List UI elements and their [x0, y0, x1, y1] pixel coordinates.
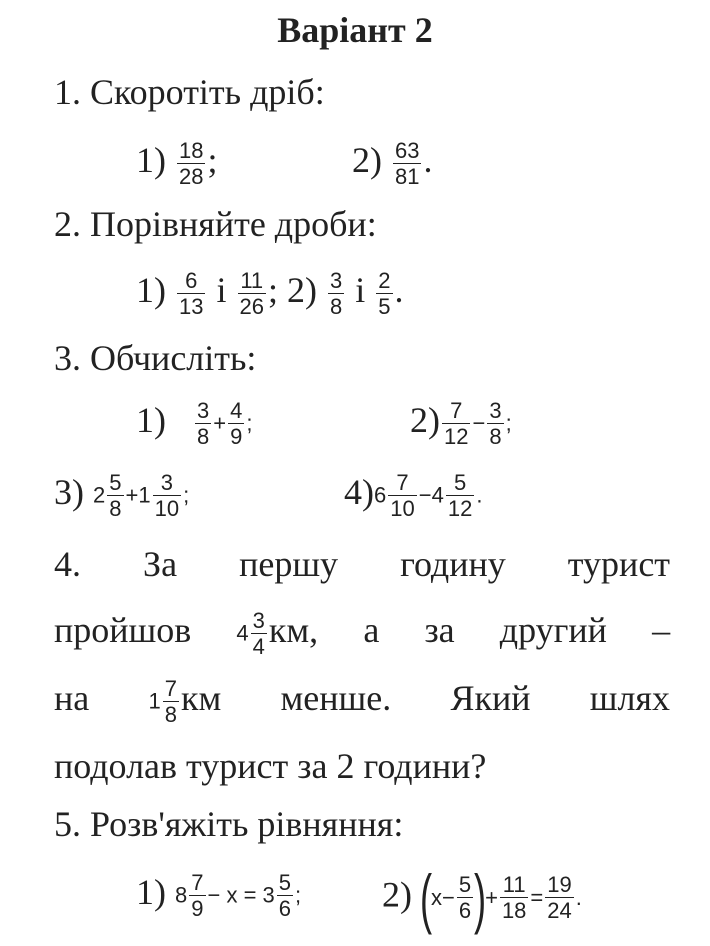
fraction: $\frac{63}{81}$: [395, 137, 420, 189]
word: годину: [400, 544, 506, 584]
unit: км: [180, 678, 222, 718]
fraction: $\frac{11}{26}$: [239, 267, 264, 319]
whole-part: 8: [175, 882, 188, 908]
fraction: $\frac{19}{24}$: [547, 872, 572, 923]
whole-part: 4: [431, 482, 444, 508]
task3-item4: [344, 468, 482, 520]
fraction: $\frac{5}{12}$: [447, 469, 473, 521]
task1-items: [136, 136, 218, 188]
task1-item2: [352, 136, 432, 188]
label: 1): [136, 872, 166, 912]
word: турист: [567, 544, 671, 584]
fraction: $\frac{3}{10}$: [154, 469, 180, 521]
whole-part: 6: [374, 482, 387, 508]
task3-item2: [410, 396, 512, 448]
fraction: $\frac{7}{8}$: [164, 675, 177, 727]
task5-heading: 5. Розв'яжіть рівняння:: [54, 804, 404, 844]
minus-sign: −: [418, 482, 432, 508]
fraction: $\frac{11}{18}$: [501, 872, 527, 923]
fraction: $\frac{5}{6}$: [458, 872, 472, 923]
punct: ;: [505, 410, 512, 436]
task5-eq2: [382, 861, 582, 935]
fraction: $\frac{6}{13}$: [179, 267, 204, 319]
equals-sign: =: [530, 885, 544, 910]
task4-line3: [54, 674, 670, 726]
left-paren: (: [419, 861, 433, 935]
punct: .: [476, 482, 483, 508]
punct: .: [423, 140, 433, 180]
fraction: $\frac{2}{5}$: [378, 267, 391, 319]
label: 1): [136, 270, 166, 310]
minus-sign: −: [472, 410, 486, 436]
label: 4): [344, 472, 374, 512]
label: 1): [136, 400, 166, 440]
fraction: $\frac{5}{6}$: [278, 869, 292, 921]
punct: ;: [295, 882, 302, 908]
task3-item1: [136, 396, 252, 448]
word: за: [424, 610, 455, 650]
fraction: $\frac{3}{8}$: [489, 397, 502, 449]
task1-heading: 1. Скоротіть дріб:: [54, 72, 325, 112]
punct: ;: [207, 140, 218, 180]
word: пройшов: [54, 610, 192, 650]
word: а: [363, 610, 380, 650]
whole-part: 1: [138, 482, 151, 508]
fraction: $\frac{7}{10}$: [390, 469, 415, 521]
page-title: Варіант 2: [277, 10, 433, 50]
conjunction: і: [216, 270, 227, 310]
task3-item3: [54, 468, 189, 520]
punct: ;: [183, 482, 190, 508]
word: на: [54, 678, 90, 718]
word: 4.: [54, 544, 81, 584]
word: За: [143, 544, 178, 584]
label: 3): [54, 472, 84, 512]
variable-x: x−: [430, 885, 455, 910]
whole-part: 2: [93, 482, 106, 508]
word: першу: [239, 544, 339, 584]
plus-sign: +: [485, 885, 498, 910]
punct: .: [394, 270, 404, 310]
fraction: $\frac{3}{8}$: [329, 267, 343, 319]
fraction: $\frac{7}{12}$: [444, 397, 469, 449]
fraction: $\frac{4}{9}$: [230, 397, 243, 449]
task4-line2: [54, 606, 670, 658]
mixed-number: [236, 606, 318, 658]
word: другий: [499, 610, 607, 650]
conjunction: і: [355, 270, 366, 310]
right-paren: ): [474, 861, 487, 935]
plus-sign: +: [213, 410, 227, 436]
task1-item2-label: 2): [352, 140, 382, 180]
task2-heading: 2. Порівняйте дроби:: [54, 204, 377, 244]
fraction: $\frac{7}{9}$: [191, 869, 204, 921]
word: Який: [450, 678, 531, 718]
whole-part: 1: [148, 688, 161, 714]
whole-part: 4: [236, 620, 249, 646]
label: 2): [410, 400, 440, 440]
task4-line1: [54, 540, 670, 588]
mixed-number: [148, 674, 221, 726]
dash: –: [652, 610, 671, 650]
label: 2): [382, 874, 412, 915]
punct: ;: [246, 410, 253, 436]
task2-items: [136, 266, 404, 318]
task1-item1-label: 1): [136, 140, 166, 180]
unit: км,: [268, 610, 319, 650]
fraction: $\frac{5}{8}$: [109, 469, 122, 521]
task5-eq1: [136, 868, 301, 920]
punct: .: [575, 885, 582, 910]
plus-sign: +: [125, 482, 139, 508]
fraction: $\frac{3}{4}$: [252, 607, 265, 659]
task4-line4: подолав турист за 2 години?: [54, 746, 487, 786]
separator: ; 2): [267, 270, 317, 310]
task3-heading: 3. Обчисліть:: [54, 338, 257, 378]
word: менше.: [280, 678, 392, 718]
equation-middle: − x = 3: [207, 882, 275, 908]
fraction: $\frac{3}{8}$: [197, 397, 210, 449]
word: шлях: [589, 678, 670, 718]
fraction: $\frac{18}{28}$: [179, 137, 204, 189]
